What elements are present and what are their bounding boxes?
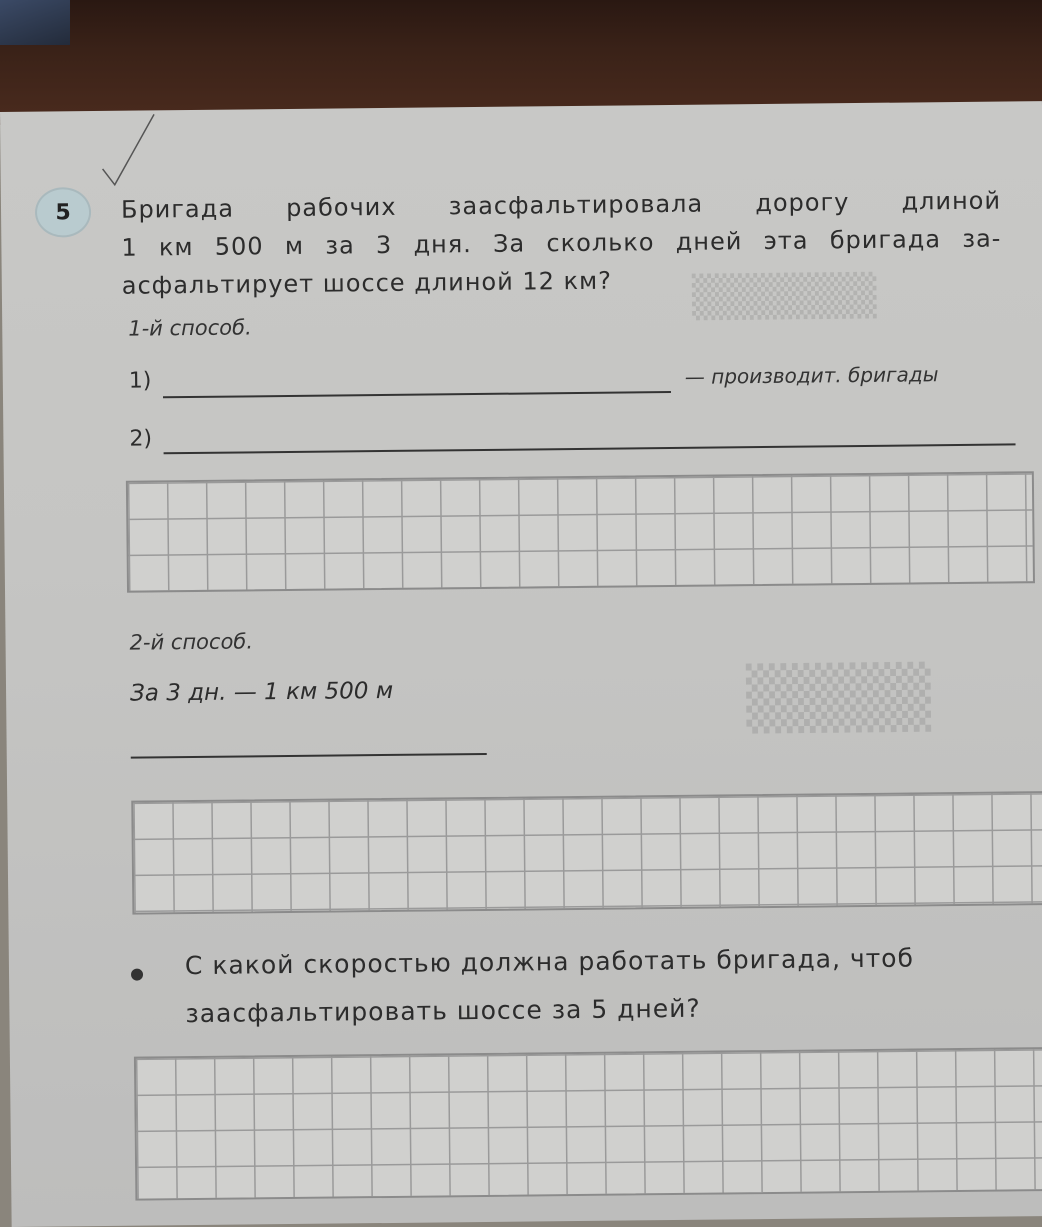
grid-question[interactable] [134, 1047, 1042, 1201]
method2-title: 2-й способ. [129, 629, 254, 655]
step1-label: 1) [128, 368, 152, 394]
step1-suffix: — производит. бригады [684, 362, 939, 389]
grid-method2[interactable] [131, 791, 1042, 915]
question-line: С какой скоростью должна работать бригада, чтоб [184, 943, 915, 981]
task-statement [121, 182, 1002, 305]
bullet-icon [131, 969, 143, 981]
step1-answer-line[interactable] [163, 391, 671, 398]
extra-question [185, 933, 1042, 1038]
task-number-badge: 5 [35, 187, 92, 238]
question-line: заасфальтировать шоссе за 5 дней? [185, 993, 701, 1029]
bleed-through-text: ▒▒▒▒▒▒ [691, 272, 877, 321]
task-line: асфальтирует шоссе длиной 12 км? [121, 266, 613, 300]
pencil-checkmark-icon [98, 110, 159, 191]
step2-label: 2) [129, 426, 153, 452]
task-line: 1 км 500 м за 3 дня. За сколько дней эта бригада за- [121, 224, 1002, 262]
step2-answer-line[interactable] [164, 443, 1016, 454]
method1-title: 1-й способ. [128, 315, 252, 341]
grid-method1[interactable] [126, 471, 1035, 593]
book-corner [0, 0, 70, 45]
method2-given: За 3 дн. — 1 км 500 м [129, 677, 394, 707]
method2-answer-line[interactable] [131, 753, 487, 759]
bleed-through-text: ▒▒▒▒ [745, 662, 932, 735]
workbook-page [0, 101, 1042, 1227]
task-line: Бригада рабочих заасфальтировала дорогу длиной [120, 186, 1002, 224]
